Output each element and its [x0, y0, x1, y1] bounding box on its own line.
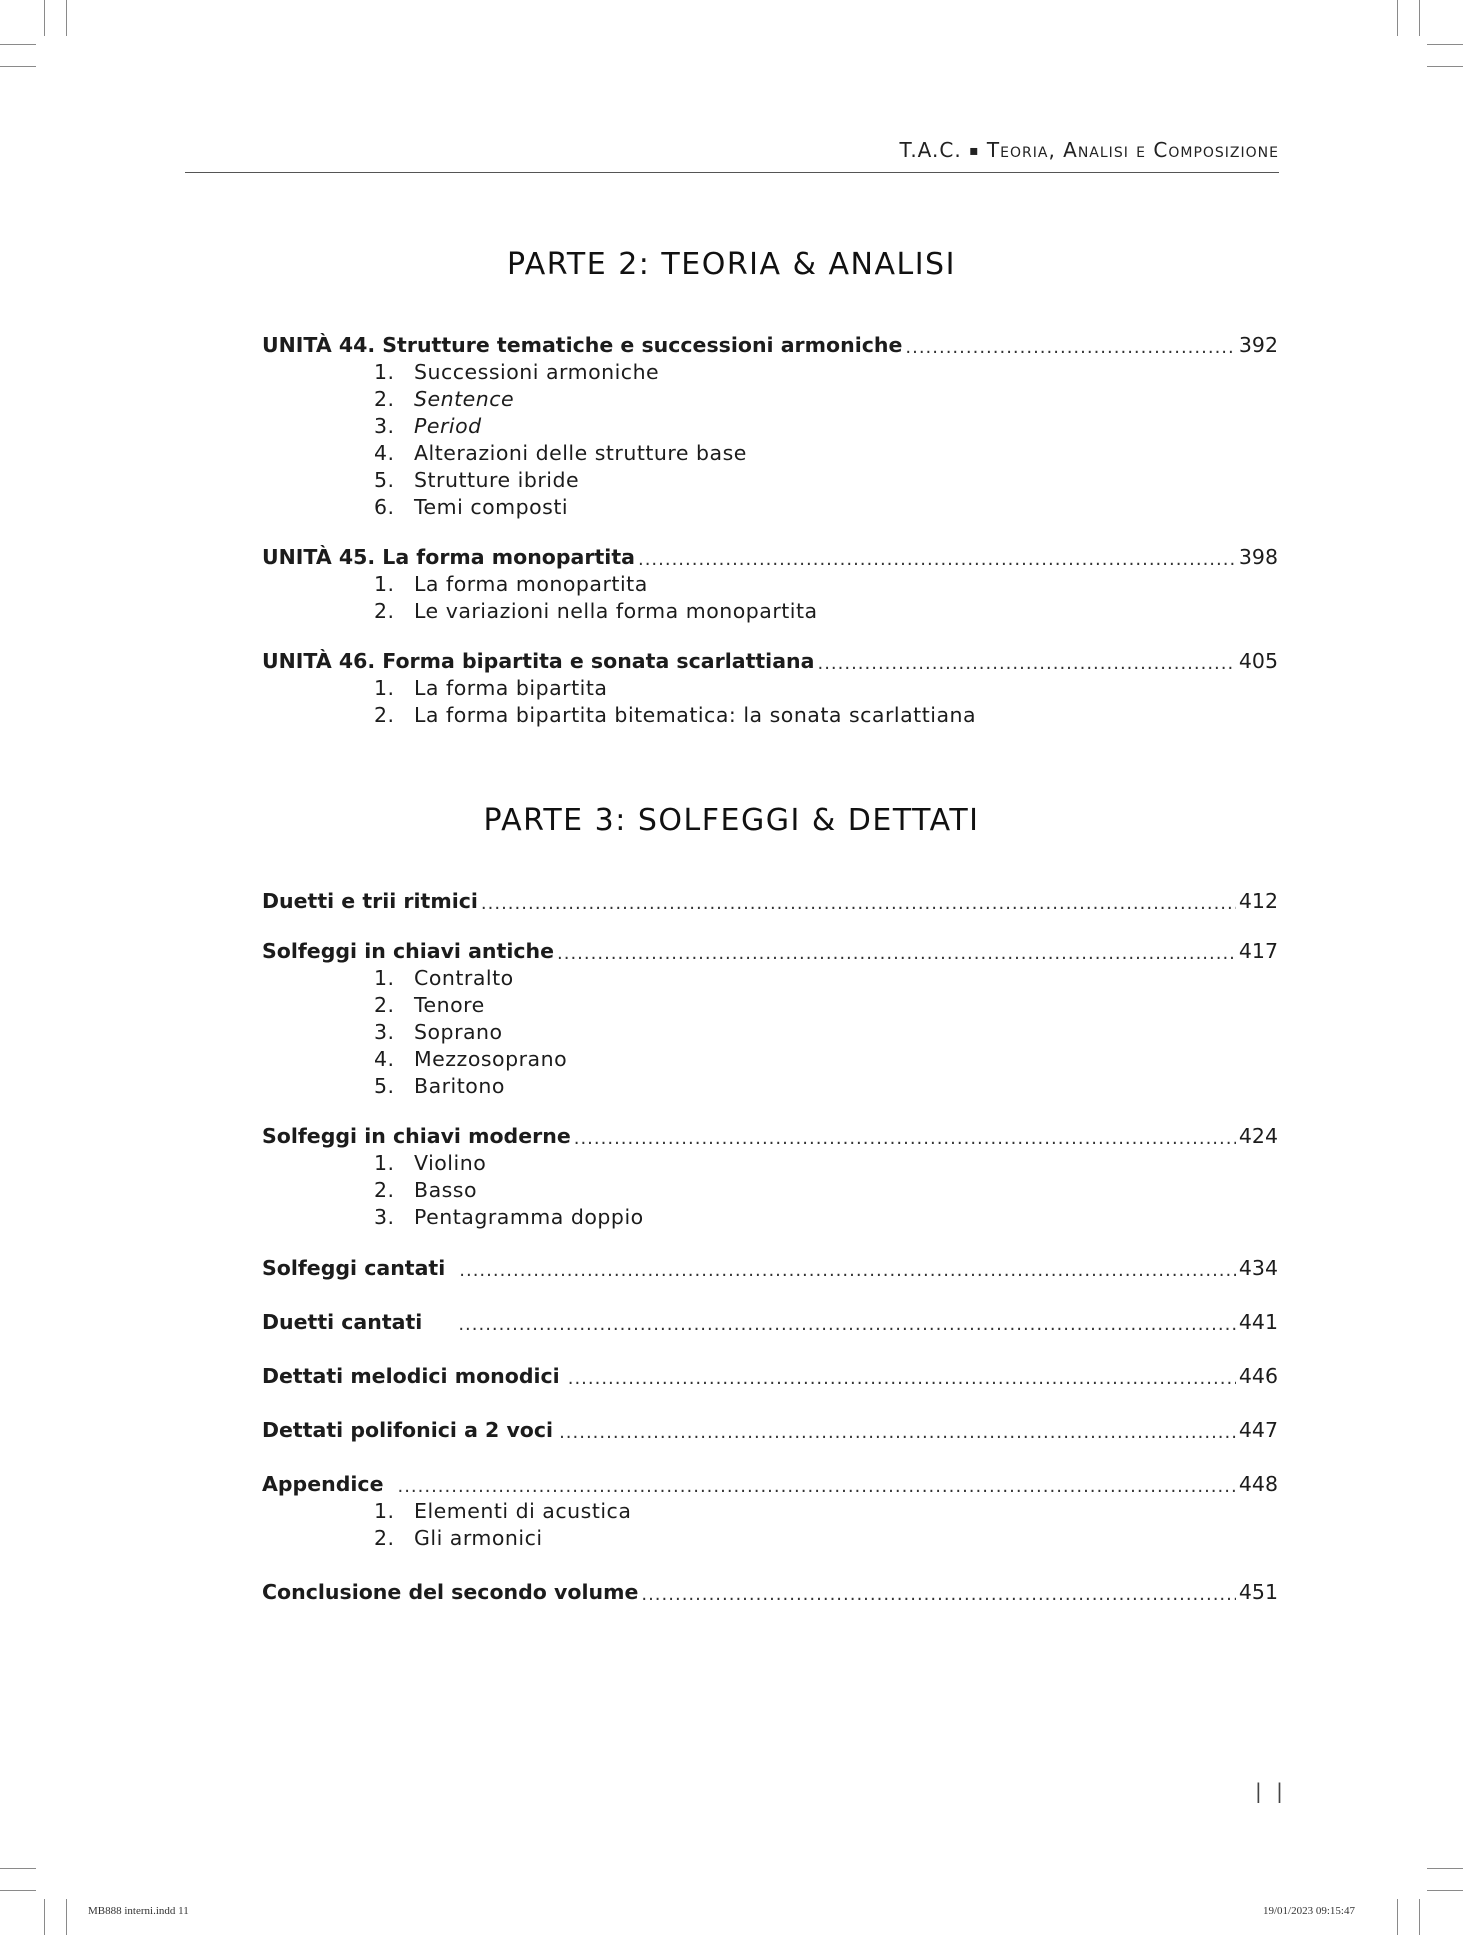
- subitem-text: Successioni armoniche: [414, 360, 660, 384]
- dot-leader: [568, 1368, 1236, 1390]
- dot-leader: [817, 653, 1235, 675]
- crop-mark: [1427, 1890, 1463, 1891]
- header-rule: [185, 172, 1279, 173]
- running-head: [899, 138, 1279, 162]
- toc-page-number: 447: [1238, 1418, 1278, 1442]
- toc-subitem[interactable]: [374, 1019, 503, 1046]
- subitem-number: 2.: [374, 703, 395, 727]
- running-head-title: Teoria, Analisi e Composizione: [986, 138, 1279, 162]
- toc-entry-title: Duetti cantati: [262, 1310, 423, 1334]
- dot-leader: [574, 1128, 1236, 1150]
- crop-mark: [1397, 1899, 1398, 1935]
- toc-entry[interactable]: [262, 1363, 1278, 1390]
- subitem-text: La forma monopartita: [414, 572, 648, 596]
- subitem-number: 1.: [374, 676, 395, 700]
- toc-entry-title: UNITÀ 44. Strutture tematiche e successioni armoniche: [262, 333, 903, 357]
- toc-subitem[interactable]: [374, 1525, 543, 1552]
- subitem-number: 4.: [374, 1047, 395, 1071]
- subitem-text: Violino: [414, 1151, 487, 1175]
- dot-leader: [459, 1260, 1236, 1282]
- toc-entry[interactable]: [262, 648, 1278, 675]
- toc-subitem[interactable]: [374, 494, 568, 521]
- toc-entry-title: Duetti e trii ritmici: [262, 889, 478, 913]
- toc-entry[interactable]: [262, 1417, 1278, 1444]
- toc-subitem[interactable]: [374, 571, 648, 598]
- toc-entry-title: Solfeggi in chiavi antiche: [262, 939, 555, 963]
- part-title: PARTE 2: TEORIA & ANALISI: [507, 247, 956, 282]
- toc-entry-title: Conclusione del secondo volume: [262, 1580, 639, 1604]
- subitem-text: Period: [414, 414, 482, 438]
- dot-leader: [397, 1476, 1235, 1498]
- subitem-number: 2.: [374, 1526, 395, 1550]
- toc-subitem[interactable]: [374, 359, 659, 386]
- subitem-text: Strutture ibride: [414, 468, 580, 492]
- subitem-text: Baritono: [414, 1074, 505, 1098]
- toc-entry-title: Solfeggi cantati: [262, 1256, 446, 1280]
- toc-entry-title: Solfeggi in chiavi moderne: [262, 1124, 571, 1148]
- dot-leader: [641, 1584, 1236, 1606]
- toc-subitem[interactable]: [374, 1046, 567, 1073]
- toc-subitem[interactable]: [374, 467, 579, 494]
- toc-entry[interactable]: [262, 888, 1278, 915]
- toc-entry[interactable]: [262, 1123, 1278, 1150]
- dot-leader: [458, 1314, 1236, 1336]
- crop-mark: [0, 66, 36, 67]
- subitem-number: 2.: [374, 993, 395, 1017]
- toc-subitem[interactable]: [374, 702, 976, 729]
- subitem-number: 1.: [374, 1499, 395, 1523]
- crop-mark: [0, 44, 36, 45]
- subitem-text: Alterazioni delle strutture base: [414, 441, 747, 465]
- subitem-text: Pentagramma doppio: [414, 1205, 644, 1229]
- toc-subitem[interactable]: [374, 1150, 486, 1177]
- toc-subitem[interactable]: [374, 1177, 477, 1204]
- toc-entry[interactable]: [262, 544, 1278, 571]
- dot-leader: [559, 1422, 1236, 1444]
- slug-datetime: 19/01/2023 09:15:47: [1263, 1905, 1355, 1917]
- subitem-number: 1.: [374, 360, 395, 384]
- subitem-number: 5.: [374, 1074, 395, 1098]
- dot-leader: [905, 337, 1235, 359]
- dot-leader: [638, 549, 1236, 571]
- dot-leader: [481, 893, 1236, 915]
- toc-subitem[interactable]: [374, 413, 482, 440]
- toc-subitem[interactable]: [374, 1498, 631, 1525]
- slug-file: MB888 interni.indd 11: [88, 1905, 189, 1917]
- subitem-number: 6.: [374, 495, 395, 519]
- subitem-text: La forma bipartita bitematica: la sonata scarlattiana: [414, 703, 977, 727]
- crop-mark: [0, 1890, 36, 1891]
- toc-page-number: 405: [1238, 649, 1278, 673]
- part-title: PARTE 3: SOLFEGGI & DETTATI: [483, 803, 980, 838]
- subitem-text: Contralto: [414, 966, 514, 990]
- crop-mark: [1419, 1899, 1420, 1935]
- crop-mark: [66, 1899, 67, 1935]
- subitem-number: 3.: [374, 1205, 395, 1229]
- subitem-number: 2.: [374, 599, 395, 623]
- subitem-text: Soprano: [414, 1020, 503, 1044]
- toc-page-number: 392: [1238, 333, 1278, 357]
- toc-entry-title: Appendice: [262, 1472, 384, 1496]
- subitem-text: Basso: [414, 1178, 478, 1202]
- toc-subitem[interactable]: [374, 675, 607, 702]
- running-head-abbr: T.A.C.: [899, 138, 962, 162]
- crop-mark: [0, 1868, 36, 1869]
- crop-mark: [44, 1899, 45, 1935]
- toc-entry[interactable]: [262, 1309, 1278, 1336]
- crop-mark: [1397, 0, 1398, 36]
- toc-entry-title: Dettati melodici monodici: [262, 1364, 560, 1388]
- toc-subitem[interactable]: [374, 992, 485, 1019]
- running-head-separator: ▪: [969, 143, 980, 159]
- subitem-text: Sentence: [414, 387, 515, 411]
- crop-mark: [1427, 1868, 1463, 1869]
- toc-page-number: 448: [1238, 1472, 1278, 1496]
- subitem-number: 4.: [374, 441, 395, 465]
- toc-subitem[interactable]: [374, 440, 747, 467]
- crop-mark: [1419, 0, 1420, 36]
- toc-subitem[interactable]: [374, 965, 514, 992]
- toc-subitem[interactable]: [374, 386, 514, 413]
- toc-subitem[interactable]: [374, 1204, 644, 1231]
- crop-mark: [44, 0, 45, 36]
- crop-mark: [1427, 44, 1463, 45]
- subitem-number: 1.: [374, 1151, 395, 1175]
- toc-entry[interactable]: [262, 332, 1278, 359]
- toc-subitem[interactable]: [374, 1073, 505, 1100]
- toc-subitem[interactable]: [374, 598, 818, 625]
- subitem-text: La forma bipartita: [414, 676, 608, 700]
- toc-page-number: 446: [1238, 1364, 1278, 1388]
- subitem-text: Elementi di acustica: [414, 1499, 632, 1523]
- toc-page-number: 398: [1238, 545, 1278, 569]
- subitem-number: 2.: [374, 1178, 395, 1202]
- toc-entry-title: Dettati polifonici a 2 voci: [262, 1418, 554, 1442]
- page-folio: | |: [1255, 1779, 1287, 1803]
- toc-page-number: 451: [1238, 1580, 1278, 1604]
- subitem-text: Tenore: [414, 993, 485, 1017]
- toc-entry[interactable]: [262, 938, 1278, 965]
- toc-page-number: 441: [1238, 1310, 1278, 1334]
- subitem-number: 2.: [374, 387, 395, 411]
- subitem-text: Temi composti: [414, 495, 569, 519]
- subitem-text: Gli armonici: [414, 1526, 543, 1550]
- subitem-number: 1.: [374, 966, 395, 990]
- toc-page-number: 424: [1238, 1124, 1278, 1148]
- toc-entry-title: UNITÀ 46. Forma bipartita e sonata scarlattiana: [262, 649, 815, 673]
- toc-entry[interactable]: [262, 1471, 1278, 1498]
- crop-mark: [1427, 66, 1463, 67]
- subitem-text: Mezzosoprano: [414, 1047, 568, 1071]
- toc-entry[interactable]: [262, 1579, 1278, 1606]
- toc-page-number: 417: [1238, 939, 1278, 963]
- toc-page-number: 412: [1238, 889, 1278, 913]
- dot-leader: [557, 943, 1236, 965]
- crop-mark: [66, 0, 67, 36]
- subitem-text: Le variazioni nella forma monopartita: [414, 599, 818, 623]
- toc-entry-title: UNITÀ 45. La forma monopartita: [262, 545, 635, 569]
- subitem-number: 3.: [374, 1020, 395, 1044]
- toc-entry[interactable]: [262, 1255, 1278, 1282]
- subitem-number: 1.: [374, 572, 395, 596]
- toc-page-number: 434: [1238, 1256, 1278, 1280]
- subitem-number: 3.: [374, 414, 395, 438]
- subitem-number: 5.: [374, 468, 395, 492]
